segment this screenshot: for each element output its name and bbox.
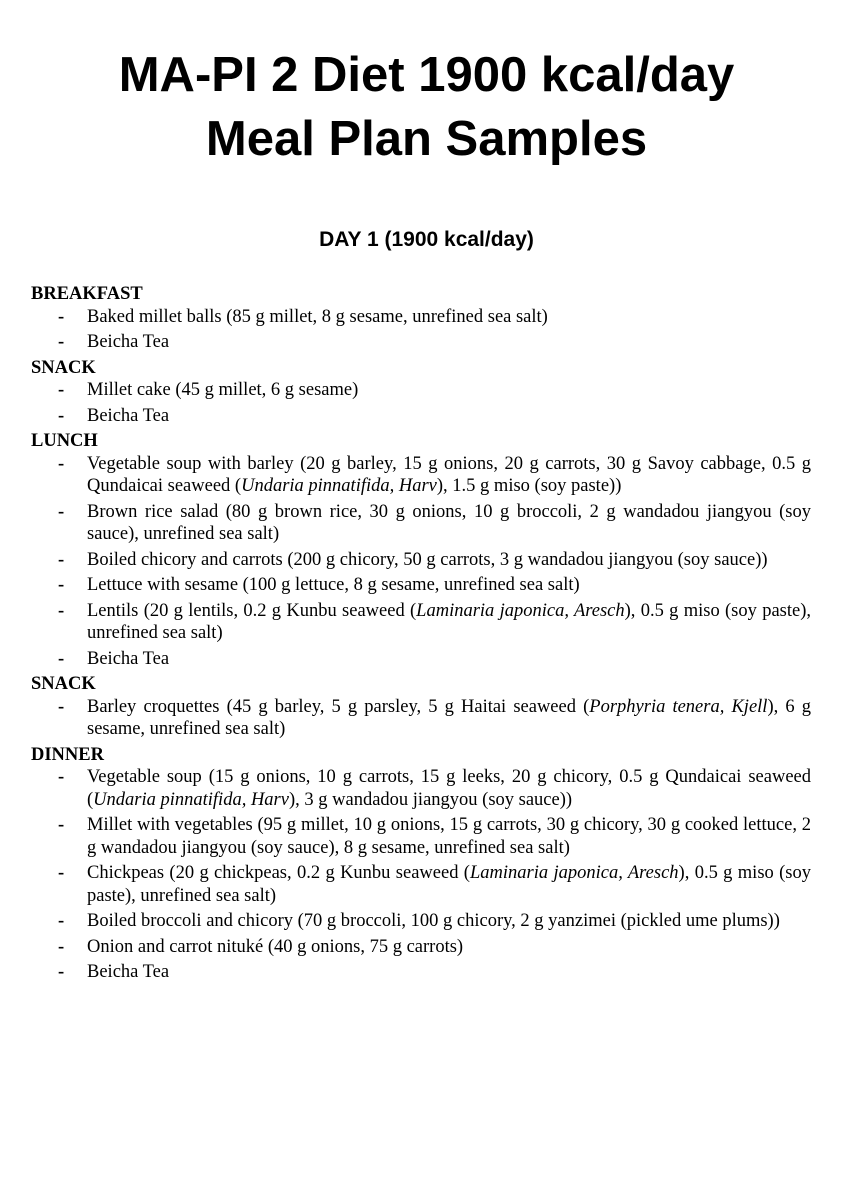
meal-item [31, 501, 811, 546]
meal-item-list [31, 379, 811, 427]
meal-item-text-end: ), 6 g sesame, unrefined sea salt) [87, 696, 811, 739]
meal-item [31, 405, 811, 428]
meal-item-text: Chickpeas (20 g chickpeas, 0.2 g Kunbu seaweed ( [87, 863, 470, 883]
meal-item-text-end: ), 0.5 g miso (soy paste), unrefined sea salt) [87, 863, 811, 906]
meal-section [31, 357, 811, 428]
meal-item [31, 862, 811, 907]
meal-item-text: Beicha Tea [87, 962, 170, 982]
meal-item-text: Lettuce with sesame (100 g lettuce, 8 g sesame, unrefined sea salt) [87, 575, 580, 595]
meal-item-text: Beicha Tea [87, 648, 170, 669]
species-name: Laminaria japonica, Aresch [416, 600, 625, 621]
meal-item-text: Boiled broccoli and chicory (70 g broccoli, 100 g chicory, 2 g yanzimei (pickled ume plums)) [87, 911, 780, 931]
meal-item [31, 331, 811, 354]
meal-item-text-end: ), 3 g wandadou jiangyou (soy sauce)) [288, 789, 573, 810]
meal-item [31, 574, 811, 597]
meal-item [31, 600, 811, 645]
meal-item-text-end: ), 1.5 g miso (soy paste)) [436, 476, 622, 496]
meal-item-text: Beicha Tea [87, 405, 170, 426]
meal-item-text: Millet with vegetables (95 g millet, 10 g onions, 15 g carrots, 30 g chicory, 30 g cooked lettuce, 2 g wandadou jiangyou (soy sauce), 8 g sesame, unrefined sea salt) [87, 815, 811, 858]
species-name: Porphyria tenera, Kjell [589, 696, 768, 717]
meal-item-text: Boiled chicory and carrots (200 g chicory, 50 g carrots, 3 g wandadou jiangyou (soy sauce)) [87, 549, 768, 570]
meal-item [31, 696, 811, 741]
meal-item-list [31, 696, 811, 741]
meal-section [31, 430, 811, 670]
meal-plan [31, 283, 811, 987]
meal-item-text: Brown rice salad (80 g brown rice, 30 g onions, 10 g broccoli, 2 g wandadou jiangyou (soy sauce), unrefined sea salt) [87, 501, 811, 544]
meal-item-text: Lentils (20 g lentils, 0.2 g Kunbu seaweed ( [87, 600, 417, 621]
meal-item [31, 961, 811, 984]
title-line-1: MA-PI 2 Diet 1900 kcal/day [118, 48, 735, 102]
day-heading: DAY 1 (1900 kcal/day) [319, 228, 534, 251]
meal-item-text: Barley croquettes (45 g barley, 5 g parsley, 5 g Haitai seaweed ( [87, 696, 590, 717]
page-title [0, 0, 853, 171]
species-name: Undaria pinnatifida, Harv [93, 789, 289, 810]
meal-item [31, 648, 811, 671]
meal-heading: SNACK [31, 674, 96, 694]
meal-item [31, 453, 811, 498]
meal-item [31, 379, 811, 402]
meal-item-text: Vegetable soup with barley (20 g barley, 15 g onions, 20 g carrots, 30 g Savoy cabbage, 0.5 g Qundaicai seaweed ( [87, 453, 811, 496]
meal-heading: LUNCH [31, 431, 98, 451]
species-name: Undaria pinnatifida, Harv [241, 476, 437, 496]
meal-section [31, 673, 811, 741]
meal-item [31, 549, 811, 572]
meal-item-text-end: ), 0.5 g miso (soy paste), unrefined sea salt) [87, 600, 811, 643]
meal-item-text: Millet cake (45 g millet, 6 g sesame) [87, 380, 359, 400]
meal-item-list [31, 766, 811, 984]
meal-item-list [31, 453, 811, 671]
meal-item [31, 936, 811, 959]
species-name: Laminaria japonica, Aresch [469, 863, 679, 883]
meal-item [31, 306, 811, 329]
title-line-2: Meal Plan Samples [205, 112, 648, 166]
meal-section [31, 283, 811, 354]
meal-heading: BREAKFAST [31, 284, 143, 304]
meal-item-text: Vegetable soup (15 g onions, 10 g carrots, 15 g leeks, 20 g chicory, 0.5 g Qundaicai seaweed ( [87, 767, 811, 810]
meal-item [31, 910, 811, 933]
meal-heading: DINNER [31, 744, 104, 765]
meal-item-text: Beicha Tea [87, 332, 170, 352]
meal-item-text: Onion and carrot nituké (40 g onions, 75 g carrots) [87, 936, 464, 957]
meal-item-text: Baked millet balls (85 g millet, 8 g sesame, unrefined sea salt) [87, 306, 548, 327]
meal-item [31, 766, 811, 811]
meal-heading: SNACK [31, 357, 96, 378]
meal-item-list [31, 306, 811, 354]
meal-section [31, 744, 811, 984]
meal-item [31, 814, 811, 859]
